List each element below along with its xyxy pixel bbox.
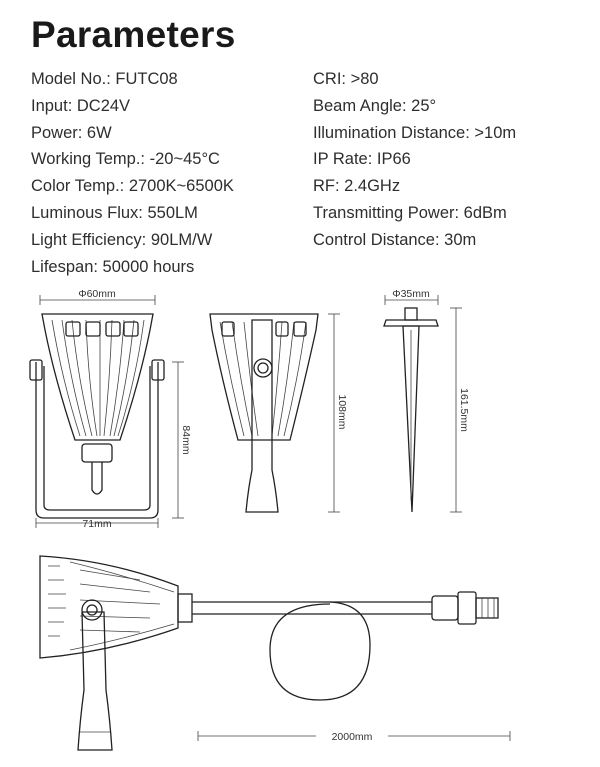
spec-working-temp: Working Temp.: -20~45°C xyxy=(31,150,220,169)
spec-ip-rate: IP Rate: IP66 xyxy=(313,150,411,169)
page-title: Parameters xyxy=(31,14,236,55)
spec-color-temp: Color Temp.: 2700K~6500K xyxy=(31,177,234,196)
spec-rf: RF: 2.4GHz xyxy=(313,177,401,196)
dim-cable-length: 2000mm xyxy=(331,731,373,743)
spec-power: Power: 6W xyxy=(31,123,112,142)
spike-view xyxy=(384,288,470,512)
dim-spike-width: Φ35mm xyxy=(392,288,430,300)
dim-front-bracket-width: 71mm xyxy=(82,518,112,530)
spec-control-distance: Control Distance: 30m xyxy=(313,230,477,249)
spec-light-efficiency: Light Efficiency: 90LM/W xyxy=(31,230,213,249)
cable-assembly-view xyxy=(40,556,510,750)
side-view xyxy=(210,314,348,512)
dim-spike-height: 161.5mm xyxy=(458,388,470,432)
dim-front-width: Φ60mm xyxy=(78,288,116,300)
spec-luminous-flux: Luminous Flux: 550LM xyxy=(31,203,198,222)
dim-front-height: 84mm xyxy=(180,425,192,455)
dim-side-height: 108mm xyxy=(336,394,348,430)
spec-model: Model No.: FUTC08 xyxy=(31,70,178,88)
spec-cri: CRI: >80 xyxy=(313,70,379,88)
front-view xyxy=(30,288,192,530)
spec-lifespan: Lifespan: 50000 hours xyxy=(31,257,195,276)
spec-transmitting-power: Transmitting Power: 6dBm xyxy=(313,203,507,222)
spec-beam-angle: Beam Angle: 25° xyxy=(313,96,437,115)
spec-illumination-distance: Illumination Distance: >10m xyxy=(313,123,517,142)
spec-input: Input: DC24V xyxy=(31,96,131,115)
